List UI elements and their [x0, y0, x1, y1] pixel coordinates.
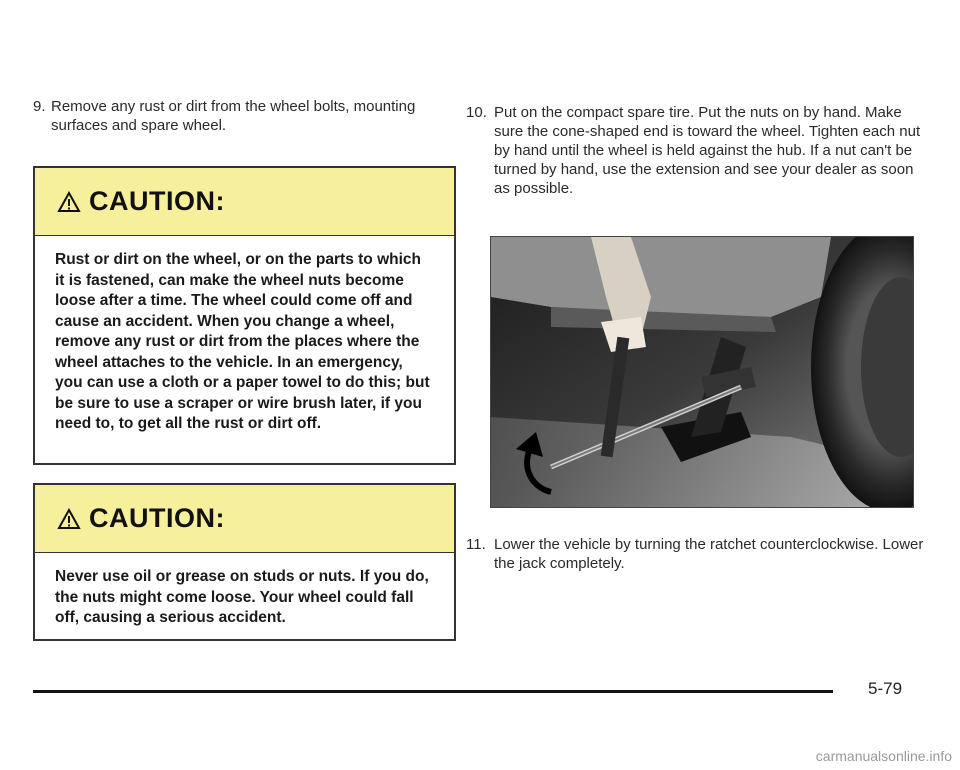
step-number: 9.: [33, 98, 46, 115]
step-11: [466, 535, 926, 573]
step-text: Lower the vehicle by turning the ratchet counterclockwise. Lower the jack completely.: [494, 536, 924, 572]
warning-triangle-icon: [57, 191, 81, 213]
caution-header: [35, 168, 454, 236]
step-9: [33, 97, 453, 135]
watermark: carmanualsonline.info: [815, 748, 952, 764]
warning-triangle-icon: [57, 508, 81, 530]
step-number: 10.: [466, 104, 487, 121]
page-number: 5-79: [868, 679, 903, 698]
caution-title: CAUTION:: [89, 186, 225, 216]
caution-header: [35, 485, 454, 553]
jack-ratchet-illustration: [491, 237, 914, 508]
caution-text: Never use oil or grease on studs or nuts. If you do, the nuts might come loose. Your wheel could fall off, causing a serious accident.: [55, 568, 429, 626]
caution-box-oil: [33, 483, 456, 641]
step-number: 11.: [466, 536, 486, 553]
caution-text: Rust or dirt on the wheel, or on the parts to which it is fastened, can make the wheel nuts become loose after a time. The wheel could come off and cause an accident. When you change a wheel, remove any rust or dirt from the places where the wheel attaches to the vehicle. In an emergency, you can use a cloth or a paper towel to do this; but be sure to use a scraper or wire brush later, if you need to, to get all the rust or dirt off.: [55, 251, 430, 432]
caution-title: CAUTION:: [89, 503, 225, 533]
step-text: Put on the compact spare tire. Put the nuts on by hand. Make sure the cone-shaped end is toward the wheel. Tighten each nut by hand until the wheel is held against the hub. If a nut can't be turned by hand, use the extension and see your dealer as soon as possible.: [494, 104, 921, 197]
step-10: [466, 103, 926, 198]
footer-rule: [33, 690, 833, 693]
step-text: Remove any rust or dirt from the wheel bolts, mounting surfaces and spare wheel.: [51, 98, 416, 134]
jack-ratchet-photo: [490, 236, 914, 508]
caution-box-rust: [33, 166, 456, 465]
